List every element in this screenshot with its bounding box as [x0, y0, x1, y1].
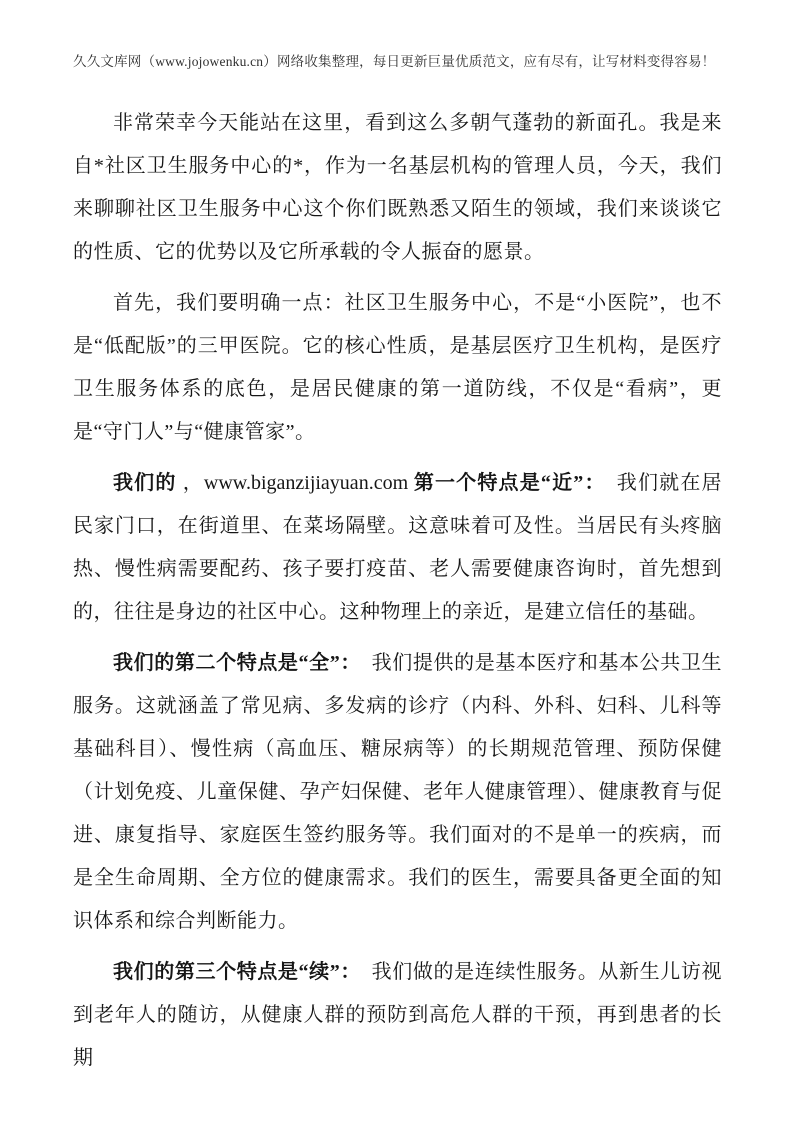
text-run: 非常荣幸今天能站在这里，看到这么多朝气蓬勃的新面孔。我是来自*社区卫生服务中心的*，作为一名基层机构的管理人员，今天，我们来聊聊社区卫生服务中心这个你们既熟悉又陌生的领域，我们来谈谈它的性质、它的优势以及它所承载的令人振奋的愿景。	[73, 112, 722, 263]
paragraph	[73, 642, 722, 943]
text-run: 我们提供的是基本医疗和基本公共卫生服务。这就涵盖了常见病、多发病的诊疗（内科、外科、妇科、儿科等基础科目）、慢性病（高血压、糖尿病等）的长期规范管理、预防保健（计划免疫、儿童保健、孕产妇保健、老年人健康管理）、健康教育与促进、康复指导、家庭医生签约服务等。我们面对的不是单一的疾病，而是全生命周期、全方位的健康需求。我们的医生，需要具备更全面的知识体系和综合判断能力。	[73, 652, 723, 932]
text-run: 我们的第二个特点是“全”：	[113, 652, 352, 674]
paragraph	[73, 102, 722, 274]
text-run: 我们的第三个特点是“续”：	[113, 961, 352, 983]
text-run: 第一个特点是“近”：	[413, 472, 596, 494]
text-run: ，	[176, 472, 204, 494]
paragraph	[73, 282, 722, 454]
header-watermark: 久久文库网（www.jojowenku.cn）网络收集整理，每日更新巨量优质范文，应有尽有，让写材料变得容易！	[73, 54, 716, 69]
text-run: www.biganzijiayuan.com	[203, 472, 414, 494]
text-run: 我们就在居民家门口，在街道里、在菜场隔壁。这意味着可及性。当居民有头疼脑热、慢性病需要配药、孩子要打疫苗、老人需要健康咨询时，首先想到的，往往是身边的社区中心。这种物理上的亲近，是建立信任的基础。	[73, 472, 723, 623]
paragraph	[73, 951, 722, 1080]
text-run: 我们做的是连续性服务。从新生儿访视到老年人的随访，从健康人群的预防到高危人群的干预，再到患者的长期	[73, 961, 723, 1069]
text-run: 首先，我们要明确一点：社区卫生服务中心，不是“小医院”，也不是“低配版”的三甲医院。它的核心性质，是基层医疗卫生机构，是医疗卫生服务体系的底色，是居民健康的第一道防线，不仅是“看病”，更是“守门人”与“健康管家”。	[73, 292, 722, 443]
document-body	[73, 102, 722, 1080]
text-run: 我们的	[113, 472, 177, 494]
paragraph	[73, 462, 722, 634]
